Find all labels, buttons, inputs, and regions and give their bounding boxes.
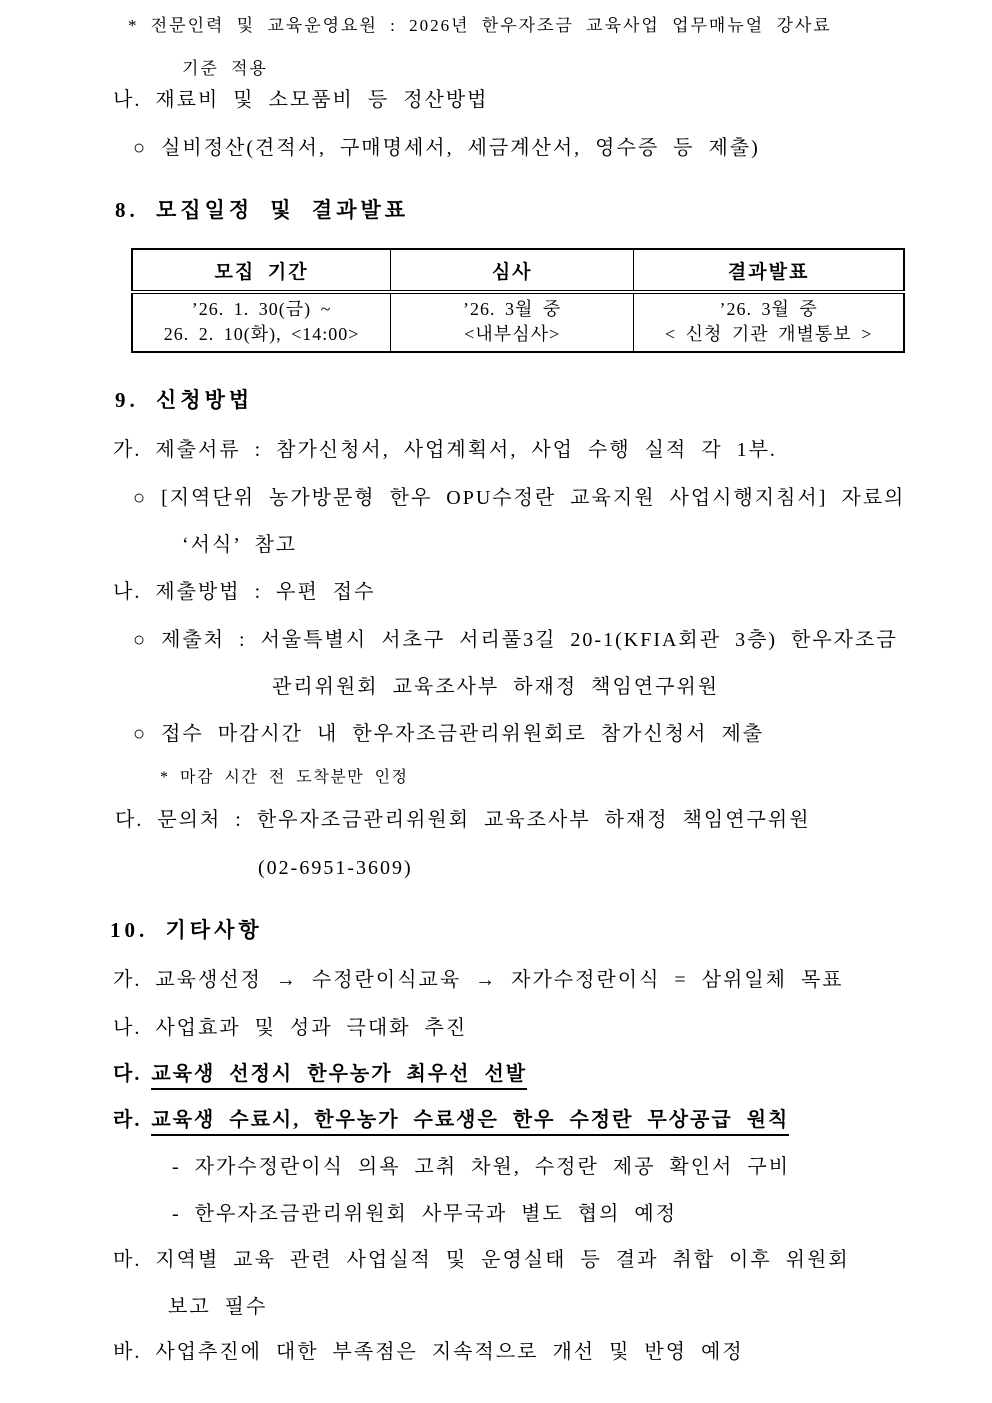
list-item-free-embryo-supply-text: 교육생 수료시, 한우농가 수료생은 한우 수정란 무상공급 원칙: [151, 1109, 789, 1136]
list-item-prefix-ra: 라.: [113, 1109, 142, 1131]
table-cell-recruit-period: [132, 292, 391, 352]
table-cell-review: [391, 292, 634, 352]
table-header-row: [132, 249, 904, 292]
list-item-guideline-reference: ○ [지역단위 농가방문형 한우 OPU수정란 교육지원 사업시행지침서] 자료의: [133, 487, 906, 509]
footnote-arrival-before-deadline: * 마감 시간 전 도착분만 인정: [160, 769, 409, 786]
contact-phone-number: (02-6951-3609): [258, 857, 413, 879]
list-item-free-embryo-supply: [113, 1108, 789, 1132]
section-heading-8-schedule: 8. 모집일정 및 결과발표: [115, 198, 410, 222]
list-item-regional-report-cont: 보고 필수: [168, 1296, 268, 1318]
list-item-material-cost: 나. 재료비 및 소모품비 등 정산방법: [113, 89, 489, 111]
list-item-regional-report: 마. 지역별 교육 관련 사업실적 및 운영실태 등 결과 취합 이후 위원회: [113, 1249, 850, 1271]
footnote-lecturer-fee-line1: * 전문인력 및 교육운영요원 : 2026년 한우자조금 교육사업 업무매뉴얼 강사료: [128, 16, 832, 35]
list-item-maximize-outcome: 나. 사업효과 및 성과 극대화 추진: [113, 1017, 468, 1039]
table-header-recruit-period: 모집 기간: [132, 249, 391, 292]
list-item-contact: 다. 문의처 : 한우자조금관리위원회 교육조사부 하재정 책임연구위원: [115, 809, 811, 831]
footnote-lecturer-fee-line2: 기준 적용: [182, 59, 268, 78]
recruit-period-line1: ’26. 1. 30(금) ~: [191, 299, 332, 319]
list-item-actual-cost-settlement: ○ 실비정산(견적서, 구매명세서, 세금계산서, 영수증 등 제출): [133, 137, 760, 159]
list-item-continuous-improvement: 바. 사업추진에 대한 부족점은 지속적으로 개선 및 반영 예정: [113, 1341, 744, 1363]
review-line2: <내부심사>: [464, 324, 561, 344]
list-item-deadline-submission: ○ 접수 마감시간 내 한우자조금관리위원회로 참가신청서 제출: [133, 723, 765, 745]
list-item-submission-docs: 가. 제출서류 : 참가신청서, 사업계획서, 사업 수행 실적 각 1부.: [113, 439, 777, 461]
table-header-review: 심사: [391, 249, 634, 292]
list-item-submission-address: ○ 제출처 : 서울특별시 서초구 서리풀3길 20-1(KFIA회관 3층) 한우자조금: [133, 629, 898, 651]
sub-item-separate-consultation: - 한우자조금관리위원회 사무국과 별도 협의 예정: [172, 1203, 678, 1225]
schedule-table: [131, 248, 905, 353]
table-header-result: 결과발표: [634, 249, 904, 292]
recruit-period-line2: 26. 2. 10(화), <14:00>: [163, 324, 360, 344]
section-heading-10-others: 10. 기타사항: [110, 918, 263, 942]
table-data-row: [132, 292, 904, 352]
result-line2: < 신청 기관 개별통보 >: [664, 324, 873, 344]
list-item-priority-selection: [113, 1062, 527, 1086]
list-item-submission-address-cont: 관리위원회 교육조사부 하재정 책임연구위원: [272, 676, 720, 698]
list-item-priority-selection-text: 교육생 선정시 한우농가 최우선 선발: [151, 1063, 527, 1090]
section-heading-9-application: 9. 신청방법: [115, 388, 254, 412]
list-item-prefix-da: 다.: [113, 1063, 142, 1085]
list-item-trinity-goal: 가. 교육생선정 → 수정란이식교육 → 자가수정란이식 = 삼위일체 목표: [113, 969, 844, 991]
list-item-submission-method: 나. 제출방법 : 우편 접수: [113, 581, 376, 603]
result-line1: ’26. 3월 중: [719, 299, 818, 319]
sub-item-confirmation-document: - 자가수정란이식 의욕 고취 차원, 수정란 제공 확인서 구비: [172, 1156, 791, 1178]
review-line1: ’26. 3월 중: [463, 299, 562, 319]
list-item-guideline-reference-cont: ‘서식’ 참고: [182, 534, 298, 556]
table-cell-result: [634, 292, 904, 352]
